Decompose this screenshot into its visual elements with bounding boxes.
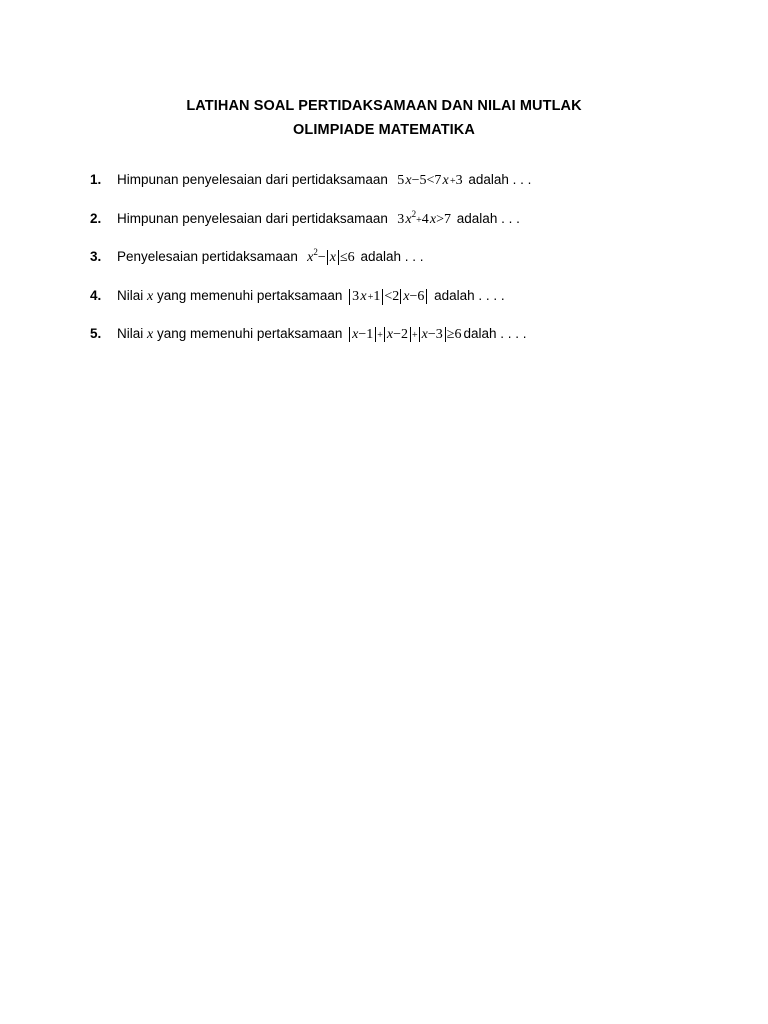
question-suffix: adalah . . . bbox=[456, 210, 520, 226]
question-text: Penyelesaian pertidaksamaan bbox=[117, 249, 298, 264]
question-prefix: Nilai bbox=[117, 326, 144, 341]
question-suffix: adalah . . . bbox=[360, 249, 424, 264]
question-number: 3. bbox=[90, 249, 102, 264]
question-body bbox=[117, 170, 531, 192]
question-text: yang memenuhi pertaksamaan bbox=[157, 326, 343, 341]
question-text: Himpunan penyelesaian dari pertidaksamaan bbox=[117, 172, 388, 187]
question-4 bbox=[90, 286, 730, 325]
inequality-formula: 5 x−5<7 x +3 bbox=[393, 173, 463, 188]
question-number: 2. bbox=[90, 210, 102, 226]
question-1 bbox=[90, 170, 730, 209]
question-number: 5. bbox=[90, 326, 102, 341]
question-suffix: adalah . . . bbox=[468, 172, 532, 187]
question-number: 1. bbox=[90, 172, 102, 187]
inequality-formula: 3 $x^2+4$ x>7 bbox=[393, 208, 452, 227]
question-number: 4. bbox=[90, 287, 102, 303]
inequality-formula: $x^2- x \le 6$ bbox=[307, 247, 355, 265]
question-text: yang memenuhi pertaksamaan bbox=[157, 287, 343, 303]
question-suffix: dalah . . . . bbox=[463, 326, 527, 341]
question-suffix: adalah . . . . bbox=[434, 287, 505, 303]
question-list bbox=[90, 170, 730, 363]
question-body bbox=[117, 286, 505, 307]
variable-x: x bbox=[147, 288, 154, 304]
question-5 bbox=[90, 324, 730, 363]
question-body bbox=[117, 247, 423, 268]
document-title bbox=[0, 94, 768, 142]
question-body bbox=[117, 324, 527, 346]
title-line-2: OLIMPIADE MATEMATIKA bbox=[293, 122, 475, 138]
question-text: Himpunan penyelesaian dari pertidaksamaan bbox=[117, 210, 388, 226]
question-3 bbox=[90, 247, 730, 286]
question-body bbox=[117, 209, 520, 231]
title-line-1: LATIHAN SOAL PERTIDAKSAMAAN DAN NILAI MUTLAK bbox=[186, 98, 582, 114]
variable-x: x bbox=[147, 327, 154, 342]
question-2 bbox=[90, 209, 730, 248]
question-prefix: Nilai bbox=[117, 287, 144, 303]
inequality-formula: x−1 + x−2 + x−3 ≥6 bbox=[348, 327, 461, 342]
inequality-formula: 3 x +1 <2 x−6 bbox=[348, 289, 428, 304]
